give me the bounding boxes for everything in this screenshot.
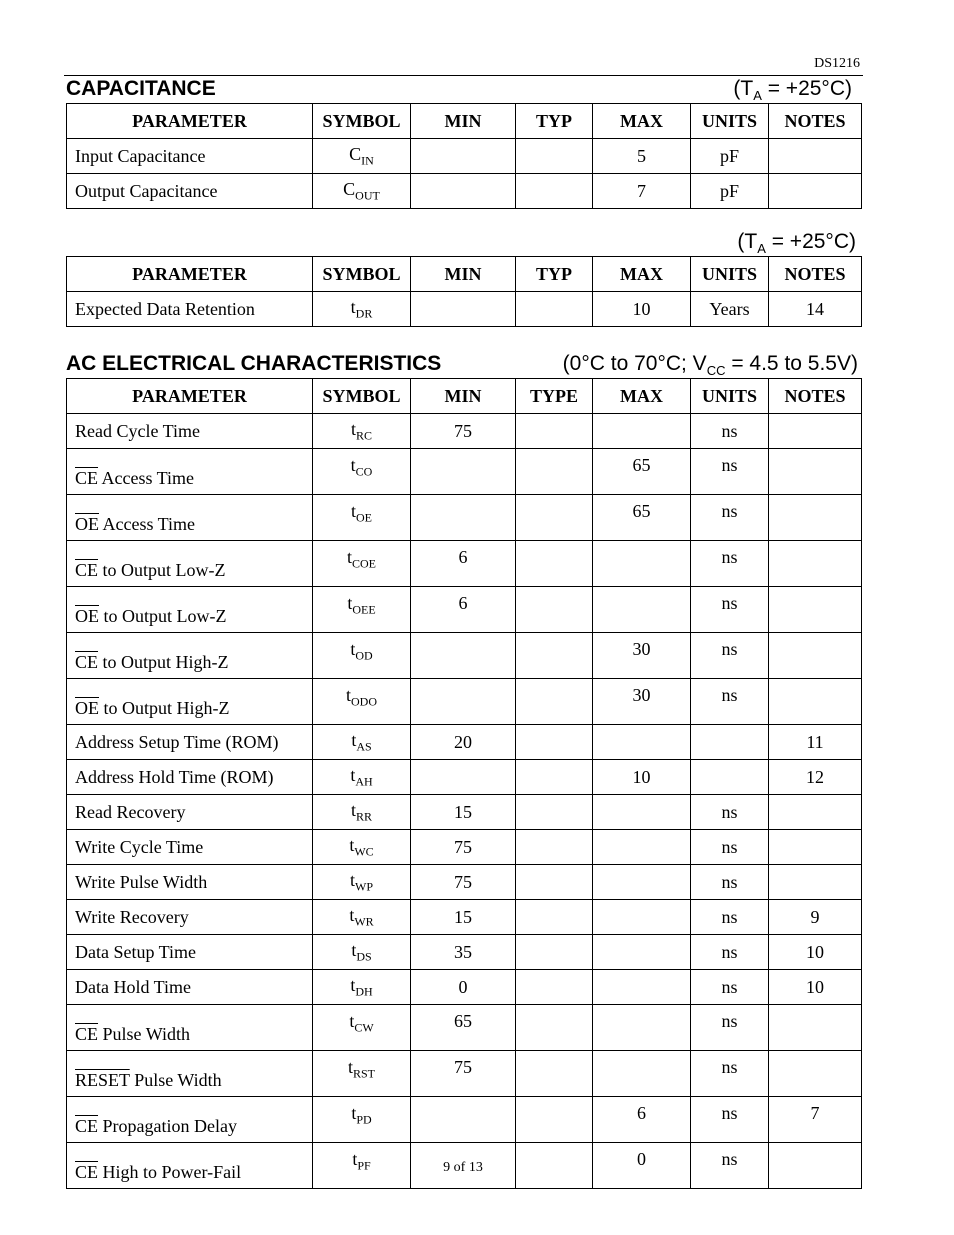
- parameter-label: Pulse Width: [98, 1024, 190, 1044]
- symbol-base: t: [349, 834, 355, 855]
- parameter-label: Access Time: [99, 514, 196, 534]
- parameter-cell: [67, 587, 313, 633]
- symbol-subscript: AH: [355, 774, 373, 789]
- max-cell: [593, 795, 691, 830]
- min-cell: [411, 174, 516, 209]
- min-cell: [411, 495, 516, 541]
- units-cell: ns: [691, 830, 769, 865]
- active-low-signal: $\overline{OE}$: [75, 698, 99, 718]
- typ-cell: [516, 541, 593, 587]
- symbol-subscript: OE: [356, 510, 372, 525]
- units-cell: ns: [691, 795, 769, 830]
- column-header: TYP: [516, 104, 593, 139]
- notes-cell: 7: [769, 1097, 862, 1143]
- parameter-cell: [67, 1051, 313, 1097]
- symbol-cell: [313, 414, 411, 449]
- units-cell: [691, 760, 769, 795]
- parameter-label: High to Power-Fail: [98, 1162, 242, 1182]
- min-cell: [411, 139, 516, 174]
- column-header: MAX: [593, 104, 691, 139]
- capacitance-conditions: $(T_A = +25^\circ C)$: [733, 76, 852, 103]
- notes-cell: [769, 679, 862, 725]
- max-cell: 10: [593, 760, 691, 795]
- min-cell: 65: [411, 1005, 516, 1051]
- typ-cell: [516, 679, 593, 725]
- table-header: [67, 257, 862, 292]
- active-low-signal: RESET: [75, 1070, 130, 1090]
- ac-table: [66, 378, 862, 1189]
- parameter-cell: Read Recovery: [67, 795, 313, 830]
- active-low-signal: $\overline{CE}$: [75, 1162, 99, 1182]
- symbol-cell: [313, 830, 411, 865]
- typ-cell: [516, 174, 593, 209]
- parameter-label: to Output Low-Z: [98, 560, 226, 580]
- notes-cell: 11: [769, 725, 862, 760]
- table-row: [67, 587, 862, 633]
- max-cell: 6: [593, 1097, 691, 1143]
- notes-cell: [769, 414, 862, 449]
- parameter-cell: [67, 495, 313, 541]
- max-cell: [593, 1005, 691, 1051]
- min-cell: 75: [411, 1051, 516, 1097]
- units-cell: pF: [691, 174, 769, 209]
- symbol-base: t: [351, 729, 357, 750]
- min-cell: 75: [411, 865, 516, 900]
- capacitance-title: CAPACITANCE: [66, 77, 216, 100]
- column-header: MIN: [411, 379, 516, 414]
- symbol-cell: [313, 139, 411, 174]
- max-cell: [593, 900, 691, 935]
- ac-conditions: (0°C to 70°C; $V_{CC} = 4.5$ to 5.5V): [562, 351, 858, 378]
- notes-cell: [769, 541, 862, 587]
- part-number: DS1216: [814, 56, 860, 71]
- symbol-subscript: OD: [355, 648, 373, 663]
- table-row: [67, 292, 862, 327]
- parameter-cell: [67, 1097, 313, 1143]
- symbol-cell: [313, 174, 411, 209]
- typ-cell: [516, 587, 593, 633]
- table-header: [67, 104, 862, 139]
- column-header: PARAMETER: [67, 257, 313, 292]
- symbol-base: t: [352, 1149, 358, 1169]
- symbol-cell: [313, 449, 411, 495]
- units-cell: [691, 725, 769, 760]
- column-header: NOTES: [769, 104, 862, 139]
- symbol-cell: [313, 633, 411, 679]
- typ-cell: [516, 633, 593, 679]
- retention-table: [66, 256, 862, 327]
- table-row: [67, 139, 862, 174]
- symbol-base: t: [347, 1057, 353, 1077]
- notes-cell: [769, 174, 862, 209]
- symbol-subscript: PD: [356, 1112, 372, 1127]
- notes-cell: [769, 795, 862, 830]
- table-row: [67, 900, 862, 935]
- symbol-subscript: CW: [354, 1020, 374, 1035]
- typ-cell: [516, 760, 593, 795]
- symbol-base: t: [345, 685, 351, 705]
- capacitance-heading: [66, 77, 858, 103]
- parameter-cell: Input Capacitance: [67, 139, 313, 174]
- symbol-cell: [313, 292, 411, 327]
- symbol-base: t: [350, 455, 356, 475]
- typ-cell: [516, 1005, 593, 1051]
- active-low-signal: $\overline{CE}$: [75, 1024, 99, 1044]
- max-cell: [593, 587, 691, 633]
- symbol-base: t: [349, 904, 355, 925]
- table-row: [67, 541, 862, 587]
- symbol-cell: [313, 587, 411, 633]
- min-cell: 15: [411, 795, 516, 830]
- symbol-subscript: OUT: [355, 188, 380, 203]
- max-cell: 30: [593, 679, 691, 725]
- typ-cell: [516, 865, 593, 900]
- typ-cell: [516, 725, 593, 760]
- symbol-subscript: RR: [356, 809, 373, 824]
- parameter-label: Access Time: [98, 468, 195, 488]
- units-cell: ns: [691, 449, 769, 495]
- symbol-subscript: WP: [355, 879, 373, 894]
- symbol-base: t: [347, 593, 353, 613]
- symbol-subscript: DH: [355, 984, 373, 999]
- symbol-base: C: [349, 143, 362, 164]
- table-row: [67, 725, 862, 760]
- parameter-cell: Expected Data Retention: [67, 292, 313, 327]
- symbol-cell: [313, 725, 411, 760]
- column-header: UNITS: [691, 104, 769, 139]
- table-row: [67, 935, 862, 970]
- parameter-cell: [67, 633, 313, 679]
- parameter-cell: Read Cycle Time: [67, 414, 313, 449]
- symbol-subscript: DS: [356, 949, 372, 964]
- typ-cell: [516, 900, 593, 935]
- parameter-cell: Output Capacitance: [67, 174, 313, 209]
- notes-cell: [769, 449, 862, 495]
- symbol-base: t: [351, 1103, 357, 1123]
- symbol-base: t: [349, 869, 355, 890]
- ac-heading: [66, 352, 858, 378]
- column-header: UNITS: [691, 379, 769, 414]
- min-cell: 0: [411, 970, 516, 1005]
- notes-cell: 9: [769, 900, 862, 935]
- parameter-cell: [67, 541, 313, 587]
- parameter-cell: Write Cycle Time: [67, 830, 313, 865]
- notes-cell: 10: [769, 970, 862, 1005]
- units-cell: ns: [691, 865, 769, 900]
- units-cell: ns: [691, 1097, 769, 1143]
- max-cell: 0: [593, 1143, 691, 1189]
- min-cell: [411, 760, 516, 795]
- parameter-cell: Write Pulse Width: [67, 865, 313, 900]
- active-low-signal: $\overline{CE}$: [75, 560, 99, 580]
- symbol-base: t: [350, 639, 356, 659]
- symbol-subscript: WC: [354, 844, 374, 859]
- min-cell: 15: [411, 900, 516, 935]
- column-header: TYP: [516, 257, 593, 292]
- column-header: SYMBOL: [313, 379, 411, 414]
- table-row: [67, 1005, 862, 1051]
- notes-cell: [769, 1005, 862, 1051]
- units-cell: Years: [691, 292, 769, 327]
- parameter-cell: [67, 1005, 313, 1051]
- symbol-cell: [313, 935, 411, 970]
- min-cell: [411, 679, 516, 725]
- column-header: MIN: [411, 257, 516, 292]
- units-cell: ns: [691, 1005, 769, 1051]
- table-row: [67, 1097, 862, 1143]
- parameter-label: to Output High-Z: [99, 698, 230, 718]
- table-row: [67, 679, 862, 725]
- symbol-base: t: [350, 501, 356, 521]
- table-row: [67, 174, 862, 209]
- table-row: [67, 795, 862, 830]
- max-cell: [593, 1051, 691, 1097]
- symbol-base: t: [346, 547, 352, 567]
- units-cell: ns: [691, 1143, 769, 1189]
- max-cell: 7: [593, 174, 691, 209]
- column-header: PARAMETER: [67, 379, 313, 414]
- column-header: MAX: [593, 257, 691, 292]
- symbol-subscript: COE: [352, 556, 376, 571]
- column-header: MAX: [593, 379, 691, 414]
- typ-cell: [516, 830, 593, 865]
- max-cell: [593, 541, 691, 587]
- table-header: [67, 379, 862, 414]
- notes-cell: 10: [769, 935, 862, 970]
- symbol-cell: [313, 795, 411, 830]
- min-cell: 75: [411, 414, 516, 449]
- max-cell: [593, 865, 691, 900]
- symbol-base: t: [350, 974, 356, 995]
- symbol-base: t: [351, 939, 357, 960]
- symbol-subscript: RST: [353, 1066, 376, 1081]
- units-cell: ns: [691, 900, 769, 935]
- notes-cell: [769, 633, 862, 679]
- notes-cell: [769, 1051, 862, 1097]
- typ-cell: [516, 935, 593, 970]
- column-header: SYMBOL: [313, 104, 411, 139]
- symbol-cell: [313, 900, 411, 935]
- units-cell: ns: [691, 679, 769, 725]
- active-low-signal: $\overline{CE}$: [75, 468, 99, 488]
- max-cell: [593, 970, 691, 1005]
- table-row: [67, 830, 862, 865]
- min-cell: 6: [411, 541, 516, 587]
- table-row: [67, 970, 862, 1005]
- table-row: [67, 633, 862, 679]
- parameter-label: Pulse Width: [129, 1070, 222, 1090]
- max-cell: 65: [593, 495, 691, 541]
- max-cell: [593, 725, 691, 760]
- typ-cell: [516, 292, 593, 327]
- symbol-cell: [313, 495, 411, 541]
- typ-cell: [516, 795, 593, 830]
- column-header: SYMBOL: [313, 257, 411, 292]
- symbol-cell: [313, 679, 411, 725]
- table-row: [67, 414, 862, 449]
- table-row: [67, 449, 862, 495]
- notes-cell: 14: [769, 292, 862, 327]
- symbol-subscript: WR: [354, 914, 374, 929]
- max-cell: [593, 935, 691, 970]
- max-cell: 30: [593, 633, 691, 679]
- symbol-base: t: [350, 799, 356, 820]
- parameter-label: to Output High-Z: [98, 652, 229, 672]
- table-row: [67, 865, 862, 900]
- typ-cell: [516, 495, 593, 541]
- column-header: MIN: [411, 104, 516, 139]
- table-row: [67, 1051, 862, 1097]
- column-header: NOTES: [769, 257, 862, 292]
- parameter-cell: Address Setup Time (ROM): [67, 725, 313, 760]
- symbol-subscript: DR: [355, 306, 373, 321]
- symbol-subscript: RC: [356, 428, 373, 443]
- symbol-base: t: [350, 418, 356, 439]
- units-cell: ns: [691, 1051, 769, 1097]
- max-cell: 10: [593, 292, 691, 327]
- table-row: [67, 495, 862, 541]
- table-row: [67, 760, 862, 795]
- typ-cell: [516, 970, 593, 1005]
- symbol-subscript: OEE: [352, 602, 376, 617]
- units-cell: pF: [691, 139, 769, 174]
- max-cell: 5: [593, 139, 691, 174]
- parameter-cell: [67, 449, 313, 495]
- typ-cell: [516, 414, 593, 449]
- active-low-signal: $\overline{CE}$: [75, 1116, 99, 1136]
- symbol-base: t: [350, 764, 356, 785]
- column-header: NOTES: [769, 379, 862, 414]
- min-cell: 35: [411, 935, 516, 970]
- capacitance-table: [66, 103, 862, 209]
- notes-cell: 12: [769, 760, 862, 795]
- retention-heading: [66, 230, 858, 256]
- min-cell: [411, 292, 516, 327]
- symbol-cell: [313, 1051, 411, 1097]
- symbol-base: t: [350, 296, 356, 317]
- parameter-cell: Address Hold Time (ROM): [67, 760, 313, 795]
- min-cell: [411, 1097, 516, 1143]
- symbol-cell: [313, 760, 411, 795]
- symbol-subscript: CO: [355, 464, 373, 479]
- column-header: PARAMETER: [67, 104, 313, 139]
- symbol-base: C: [343, 178, 356, 199]
- typ-cell: [516, 449, 593, 495]
- units-cell: ns: [691, 414, 769, 449]
- typ-cell: [516, 1051, 593, 1097]
- symbol-cell: [313, 970, 411, 1005]
- parameter-label: Propagation Delay: [98, 1116, 237, 1136]
- typ-cell: [516, 139, 593, 174]
- parameter-cell: Data Hold Time: [67, 970, 313, 1005]
- parameter-cell: Data Setup Time: [67, 935, 313, 970]
- min-cell: [411, 449, 516, 495]
- units-cell: ns: [691, 541, 769, 587]
- parameter-label: to Output Low-Z: [99, 606, 227, 626]
- symbol-subscript: AS: [356, 739, 372, 754]
- typ-cell: [516, 1097, 593, 1143]
- min-cell: 6: [411, 587, 516, 633]
- max-cell: 65: [593, 449, 691, 495]
- symbol-base: t: [349, 1011, 355, 1031]
- active-low-signal: $\overline{OE}$: [75, 514, 99, 534]
- active-low-signal: $\overline{CE}$: [75, 652, 99, 672]
- notes-cell: [769, 587, 862, 633]
- max-cell: [593, 414, 691, 449]
- column-header: UNITS: [691, 257, 769, 292]
- notes-cell: [769, 865, 862, 900]
- symbol-cell: [313, 1005, 411, 1051]
- max-cell: [593, 830, 691, 865]
- symbol-cell: [313, 541, 411, 587]
- parameter-cell: Write Recovery: [67, 900, 313, 935]
- units-cell: ns: [691, 587, 769, 633]
- units-cell: ns: [691, 970, 769, 1005]
- notes-cell: [769, 139, 862, 174]
- page-number: 9 of 13: [443, 1160, 483, 1175]
- symbol-cell: [313, 1097, 411, 1143]
- min-cell: 20: [411, 725, 516, 760]
- symbol-subscript: PF: [357, 1158, 371, 1173]
- symbol-subscript: ODO: [351, 694, 377, 709]
- symbol-subscript: IN: [361, 153, 374, 168]
- retention-conditions: $(T_A = +25^\circ C)$: [737, 229, 856, 256]
- min-cell: 75: [411, 830, 516, 865]
- units-cell: ns: [691, 633, 769, 679]
- units-cell: ns: [691, 495, 769, 541]
- parameter-cell: [67, 679, 313, 725]
- symbol-cell: [313, 865, 411, 900]
- min-cell: [411, 633, 516, 679]
- notes-cell: [769, 830, 862, 865]
- ac-title: AC ELECTRICAL CHARACTERISTICS: [66, 352, 442, 375]
- notes-cell: [769, 495, 862, 541]
- units-cell: ns: [691, 935, 769, 970]
- active-low-signal: $\overline{OE}$: [75, 606, 99, 626]
- column-header: TYPE: [516, 379, 593, 414]
